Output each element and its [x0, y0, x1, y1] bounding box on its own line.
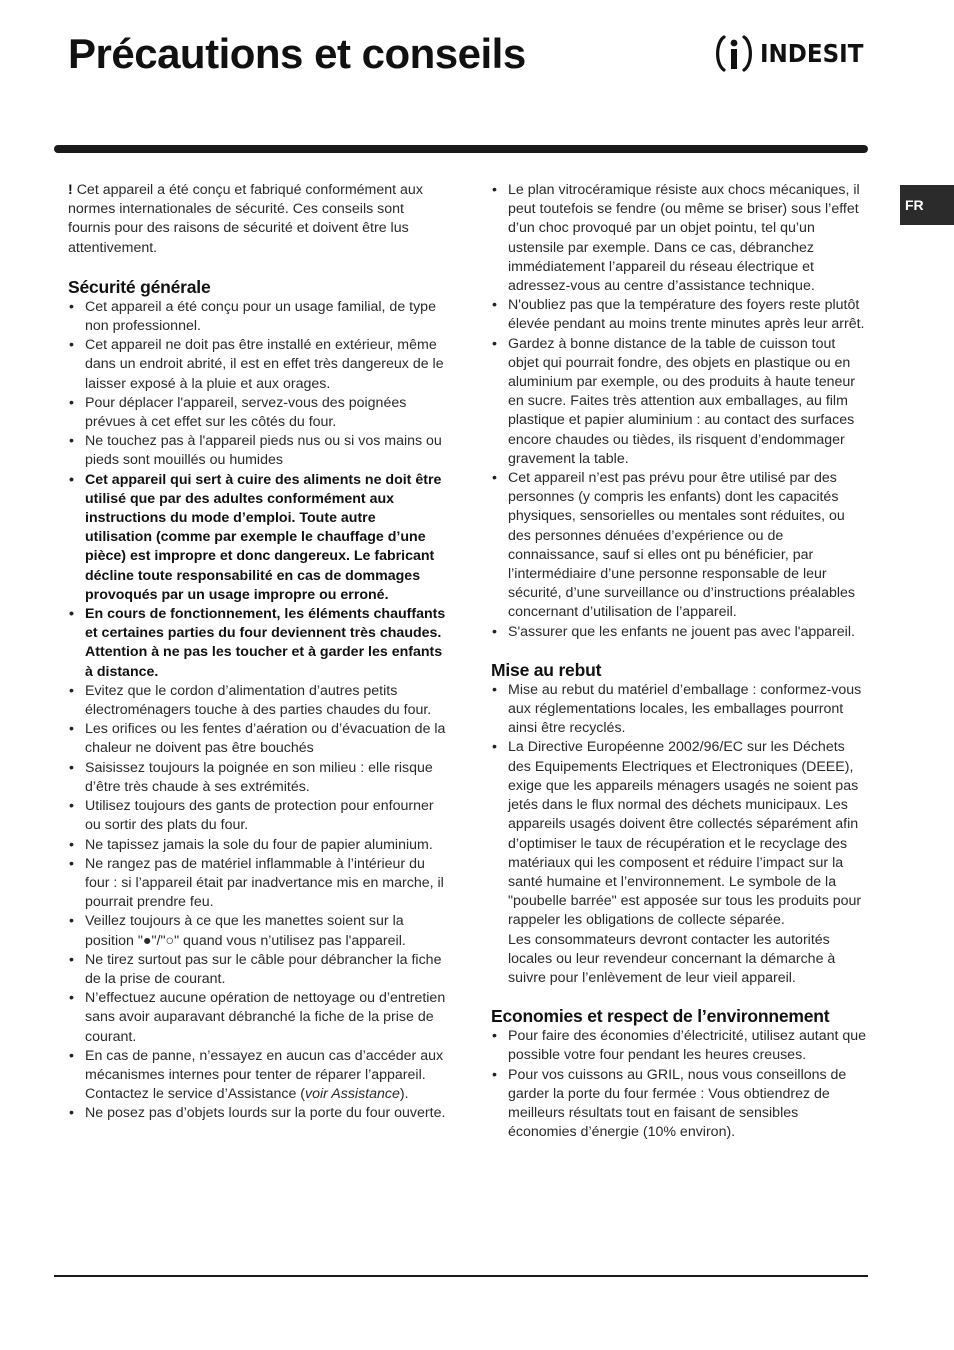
list-item: • N’effectuez aucune opération de nettoyage ou d’entretien sans avoir auparavant débranché la fiche de la prise de courant.: [68, 989, 446, 1047]
knob-text-mid: "/": [151, 932, 166, 949]
list-item: [68, 912, 446, 950]
environment-list: [491, 1027, 869, 1142]
brand-name: INDESIT: [760, 38, 864, 68]
list-item: • Ne tapissez jamais la sole du four de papier aluminium.: [68, 836, 446, 855]
list-item: [491, 738, 869, 988]
assist-reference: voir Assistance: [305, 1086, 400, 1103]
list-item: • Saisissez toujours la poignée en son milieu : elle risque d’être très chaude à ses extrémités.: [68, 759, 446, 797]
general-safety-list: [68, 298, 446, 1124]
list-item: • Les orifices ou les fentes d’aération ou d’évacuation de la chaleur ne doivent pas être bouchés: [68, 720, 446, 758]
warning-mark: !: [68, 182, 73, 198]
language-tab: FR: [900, 185, 954, 225]
list-item: • Cet appareil n’est pas prévu pour être utilisé par des personnes (y compris les enfants) dont les capacités physiques, sensorielles ou mentales sont réduites, ou des personnes dénuées d’expérience ou de connaissance, sauf si elles ont pu bénéficier, par l’intermédiaire d’une personne responsable de leur sécurité, d’une surveillance ou d’instructions préalables concernant d’utilisation de l’appareil.: [491, 469, 869, 623]
assist-text-end: ).: [399, 1086, 409, 1103]
list-item: • Utilisez toujours des gants de protection pour enfourner ou sortir des plats du four.: [68, 797, 446, 835]
assist-text-start: En cas de panne, n’essayez en aucun cas d’accéder aux mécanismes internes pour tenter de réparer l’appareil. Contactez le service d’Assistance (: [85, 1047, 444, 1103]
list-item: [68, 1047, 446, 1105]
list-item: • Le plan vitrocéramique résiste aux chocs mécaniques, il peut toutefois se fendre (ou même se briser) sous l’effet d’un choc provoqué par un objet pointu, tel qu’un ustensile par exemple. Dans ce cas, débranchez immédiatement l’appareil du réseau électrique et adressez-vous au centre d’assistance technique.: [491, 181, 869, 296]
list-item: • Ne touchez pas à l'appareil pieds nus ou si vos mains ou pieds sont mouillés ou humides: [68, 432, 446, 470]
page-title: Précautions et conseils: [68, 30, 526, 77]
weee-note: Les consommateurs devront contacter les autorités locales ou leur revendeur concernant la démarche à suivre pour l’enlèvement de leur vieil appareil.: [508, 931, 836, 986]
list-item: • Cet appareil ne doit pas être installé en extérieur, même dans un endroit abrité, il est en effet très dangereux de le laisser exposé à la pluie et aux orages.: [68, 336, 446, 394]
footer-divider: [54, 1275, 868, 1277]
list-item: • S'assurer que les enfants ne jouent pas avec l'appareil.: [491, 623, 869, 642]
list-item: • En cours de fonctionnement, les éléments chauffants et certaines parties du four deviennent très chaudes. Attention à ne pas les toucher et à garder les enfants à distance.: [68, 605, 446, 682]
section-title-disposal: Mise au rebut: [491, 659, 602, 680]
list-item: • Pour faire des économies d’électricité, utilisez autant que possible votre four pendant les heures creuses.: [491, 1027, 869, 1065]
left-column: [68, 181, 446, 1124]
safety-list-continued: [491, 181, 869, 642]
filled-circle-icon: ●: [142, 932, 152, 949]
list-item: • Ne rangez pas de matériel inflammable à l’intérieur du four : si l’appareil était par inadvertance mis en marche, il pourrait prendre feu.: [68, 855, 446, 913]
weee-text: La Directive Européenne 2002/96/EC sur les Déchets des Equipements Electriques et Electroniques (DEEE), exige que les appareils ménagers usagés ne soient pas jetés dans le flux normal des déchets municipaux. Les appareils usagés doivent être collectés séparément afin d’optimiser le taux de récupération et le recyclage des matériaux qui les composent et réduire l’impact sur la santé humaine et l’environnement. Le symbole de la "poubelle barrée" est apposée sur tous les produits pour rappeler les obligations de collecte séparée.: [508, 739, 862, 929]
brand-logo: [714, 32, 872, 74]
intro-text: Cet appareil a été conçu et fabriqué conformément aux normes internationales de sécurité. Ces conseils sont fournis pour des raisons de sécurité et doivent être lus attentivement.: [68, 182, 423, 256]
indesit-logo-icon: [714, 32, 754, 74]
list-item: • Ne posez pas d’objets lourds sur la porte du four ouverte.: [68, 1104, 446, 1123]
knob-text-start: Veillez toujours à ce que les manettes soient sur la position ": [85, 913, 404, 949]
list-item: • N'oubliez pas que la température des foyers reste plutôt élevée pendant au moins trente minutes après leur arrêt.: [491, 296, 869, 334]
header-divider: [54, 145, 868, 153]
intro-paragraph: [68, 181, 446, 258]
list-item: • Pour déplacer l'appareil, servez-vous des poignées prévues à cet effet sur les côtés du four.: [68, 394, 446, 432]
list-item: • Gardez à bonne distance de la table de cuisson tout objet qui pourrait fondre, des objets en plastique ou en aluminium par exemple, ou des produits à haute teneur en sucre. Faites très attention aux emballages, au film plastique et papier aluminium : au contact des surfaces encore chaudes ou tièdes, ils risquent d’endommager gravement la table.: [491, 335, 869, 469]
knob-text-end: " quand vous n’utilisez pas l'appareil.: [174, 932, 406, 949]
list-item: • Ne tirez surtout pas sur le câble pour débrancher la fiche de la prise de courant.: [68, 951, 446, 989]
right-column: [491, 181, 869, 1142]
list-item: • Pour vos cuissons au GRIL, nous vous conseillons de garder la porte du four fermée : Vous obtiendrez de meilleurs résultats tout en faisant de sensibles économies d’énergie (10% environ).: [491, 1066, 869, 1143]
empty-circle-icon: ○: [165, 932, 175, 949]
disposal-list: [491, 681, 869, 988]
list-item: • Cet appareil a été conçu pour un usage familial, de type non professionnel.: [68, 298, 446, 336]
list-item: • Cet appareil qui sert à cuire des aliments ne doit être utilisé que par des adultes conformément aux instructions du mode d’emploi. Toute autre utilisation (comme par exemple le chauffage d’une pièce) est impropre et donc dangereux. Le fabricant décline toute responsabilité en cas de dommages provoqués par un usage impropre ou erroné.: [68, 471, 446, 605]
section-title-environment: Economies et respect de l’environnement: [491, 1006, 830, 1027]
section-title-general-safety: Sécurité générale: [68, 276, 211, 297]
list-item: • Mise au rebut du matériel d’emballage : conformez-vous aux réglementations locales, les emballages pourront ainsi être recyclés.: [491, 681, 869, 739]
list-item: • Evitez que le cordon d’alimentation d’autres petits électroménagers touche à des parties chaudes du four.: [68, 682, 446, 720]
